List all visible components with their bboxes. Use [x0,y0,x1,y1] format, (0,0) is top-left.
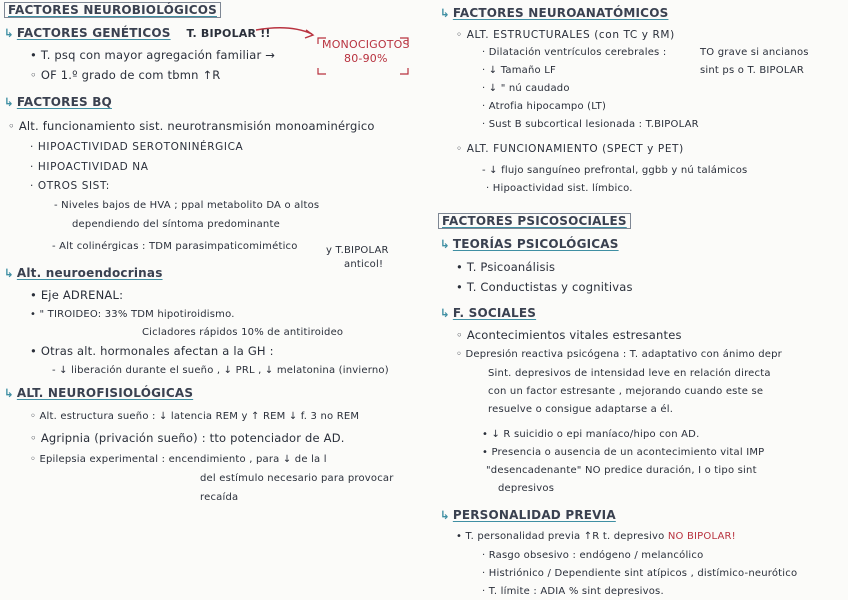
bq-line-1: ◦ Alt. funcionamiento sist. neurotransmisión monoaminérgico [8,119,375,133]
bq-line-2: · HIPOACTIVIDAD SEROTONINÉRGICA [30,141,244,153]
neuroanat-line-2: · Dilatación ventrículos cerebrales : [482,47,667,58]
personalidad-line-2: · Rasgo obsesivo : endógeno / melancólico [482,550,704,561]
heading-neuroanatomicos: ↳ FACTORES NEUROANATÓMICOS [440,6,669,20]
section-title-psicosociales: FACTORES PSICOSOCIALES [438,213,631,229]
geneticos-line-1: • T. psq con mayor agregación familiar → [30,48,276,62]
neuroendo-line-3: Cicladores rápidos 10% de antitiroideo [142,327,344,338]
bq-line-8: anticol! [344,259,384,270]
sociales-line-4: con un factor estresante , mejorando cuando este se [488,386,764,397]
monocigotos-box: MONOCIGOTOS 80-90% [322,38,410,65]
neuroendo-line-1: • Eje ADRENAL: [30,288,124,302]
heading-neurofisiologicas: ↳ ALT. NEUROFISIOLÓGICAS [4,386,194,400]
neurofisio-line-5: recaída [200,492,239,503]
neuroanat-line-8: - ↓ flujo sanguíneo prefrontal, ggbb y nú talámicos [482,165,748,176]
personalidad-line-3: · Histriónico / Dependiente sint atípicos , distímico-neurótico [482,568,798,579]
neuroendo-line-5: - ↓ liberación durante el sueño , ↓ PRL , ↓ melatonina (invierno) [52,365,389,376]
bq-line-6: dependiendo del síntoma predominante [72,219,280,230]
hook-arrow-icon: ↳ [4,386,14,400]
sociales-line-9: depresivos [498,483,555,494]
heading-sociales: ↳ F. SOCIALES [440,306,537,320]
geneticos-line-2: ◦ OF 1.º grado de com tbmn ↑R [30,68,221,82]
neuroanat-line-5: · Atrofia hipocampo (LT) [482,101,607,112]
sociales-line-5: resuelve o consigue adaptarse a él. [488,404,674,415]
bq-line-7: - Alt colinérgicas : TDM parasimpaticomimético [52,241,298,252]
bq-line-5: - Niveles bajos de HVA ; ppal metabolito DA o altos [54,200,320,211]
hook-arrow-icon: ↳ [440,508,450,522]
hook-arrow-icon: ↳ [4,266,14,280]
no-bipolar-highlight: NO BIPOLAR! [667,531,736,542]
neuroendo-line-2: • " TIROIDEO: 33% TDM hipotiroidismo. [30,309,235,320]
sociales-line-2: ◦ Depresión reactiva psicógena : T. adaptativo con ánimo depr [456,349,782,360]
neurofisio-line-4: del estímulo necesario para provocar [200,473,394,484]
sociales-line-1: ◦ Acontecimientos vitales estresantes [456,328,682,342]
page-title: FACTORES NEUROBIOLÓGICOS [4,2,221,18]
sociales-line-3: Sint. depresivos de intensidad leve en relación directa [488,368,771,379]
hook-arrow-icon: ↳ [440,306,450,320]
neuroanat-line-6: · Sust B subcortical lesionada : T.BIPOLAR [482,119,699,130]
personalidad-line-4: · T. límite : ADIA % sint depresivos. [482,586,664,597]
heading-personalidad: ↳ PERSONALIDAD PREVIA [440,508,616,522]
personalidad-line-1: • T. personalidad previa ↑R t. depresivo NO BIPOLAR! [456,531,736,542]
hook-arrow-icon: ↳ [440,6,450,20]
bq-line-7b: y T.BIPOLAR [326,245,389,256]
neuroanat-line-3: · ↓ Tamaño LF [482,65,556,76]
neuroanat-line-7: ◦ ALT. FUNCIONAMIENTO (SPECT y PET) [456,143,684,155]
neurofisio-line-3: ◦ Epilepsia experimental : encendimiento , para ↓ de la l [30,454,327,465]
heading-bq: ↳ FACTORES BQ [4,95,112,109]
sociales-line-7: • Presencia o ausencia de un acontecimiento vital IMP [482,447,765,458]
tbipolar-note: T. BIPOLAR !! [186,27,271,40]
neuroanat-line-3b: sint ps o T. BIPOLAR [700,65,805,76]
neuroanat-line-9: · Hipoactividad sist. límbico. [486,183,633,194]
heading-neuroendocrinas: ↳ Alt. neuroendocrinas [4,266,163,280]
sociales-line-6: • ↓ R suicidio o epi maníaco/hipo con AD. [482,429,700,440]
hook-arrow-icon: ↳ [440,237,450,251]
teorias-line-1: • T. Psicoanálisis [456,260,556,274]
neurofisio-line-2: ◦ Agripnia (privación sueño) : tto potenciador de AD. [30,431,345,445]
heading-geneticos: ↳ FACTORES GENÉTICOS T. BIPOLAR !! [4,26,271,40]
neuroanat-line-2b: TO grave si ancianos [700,47,809,58]
bq-line-3: · HIPOACTIVIDAD NA [30,161,149,173]
sociales-line-8: "desencadenante" NO predice duración, I o tipo sint [486,465,757,476]
teorias-line-2: • T. Conductistas y cognitivas [456,280,633,294]
hook-arrow-icon: ↳ [4,95,14,109]
neuroanat-line-4: · ↓ " nú caudado [482,83,570,94]
neurofisio-line-1: ◦ Alt. estructura sueño : ↓ latencia REM y ↑ REM ↓ f. 3 no REM [30,411,360,422]
bq-line-4: · OTROS SIST: [30,180,110,192]
neuroendo-line-4: • Otras alt. hormonales afectan a la GH : [30,344,274,358]
heading-teorias: ↳ TEORÍAS PSICOLÓGICAS [440,237,619,251]
hook-arrow-icon: ↳ [4,26,14,40]
neuroanat-line-1: ◦ ALT. ESTRUCTURALES (con TC y RM) [456,29,675,41]
